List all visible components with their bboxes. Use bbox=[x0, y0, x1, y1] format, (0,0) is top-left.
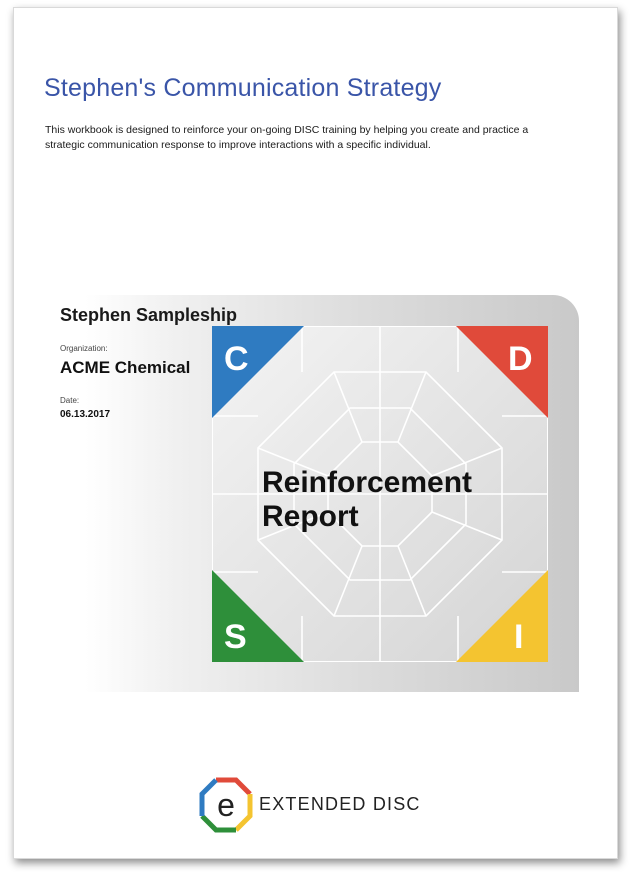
brand-name: EXTENDED DISC bbox=[259, 794, 421, 814]
intro-paragraph: This workbook is designed to reinforce your on-going DISC training by helping you create and practice a strategic communication response to improve interactions with a specific individual. bbox=[45, 124, 529, 151]
organization-label: Organization: bbox=[60, 344, 108, 353]
logo-letter: e bbox=[217, 787, 235, 823]
document-title: Stephen's Communication Strategy bbox=[44, 74, 442, 102]
report-title-line1: Reinforcement bbox=[262, 466, 473, 499]
date-value: 06.13.2017 bbox=[60, 409, 111, 420]
c-letter: C bbox=[224, 340, 249, 378]
extended-disc-logo-icon bbox=[194, 774, 258, 838]
date-label: Date: bbox=[60, 396, 80, 405]
i-letter: I bbox=[514, 618, 524, 656]
document-page bbox=[13, 7, 618, 859]
organization-value: ACME Chemical bbox=[60, 358, 191, 377]
d-letter: D bbox=[508, 340, 533, 378]
report-title-line2: Report bbox=[262, 500, 359, 533]
s-letter: S bbox=[224, 618, 247, 656]
disc-cover-graphic bbox=[212, 326, 548, 662]
person-name: Stephen Sampleship bbox=[60, 305, 238, 325]
